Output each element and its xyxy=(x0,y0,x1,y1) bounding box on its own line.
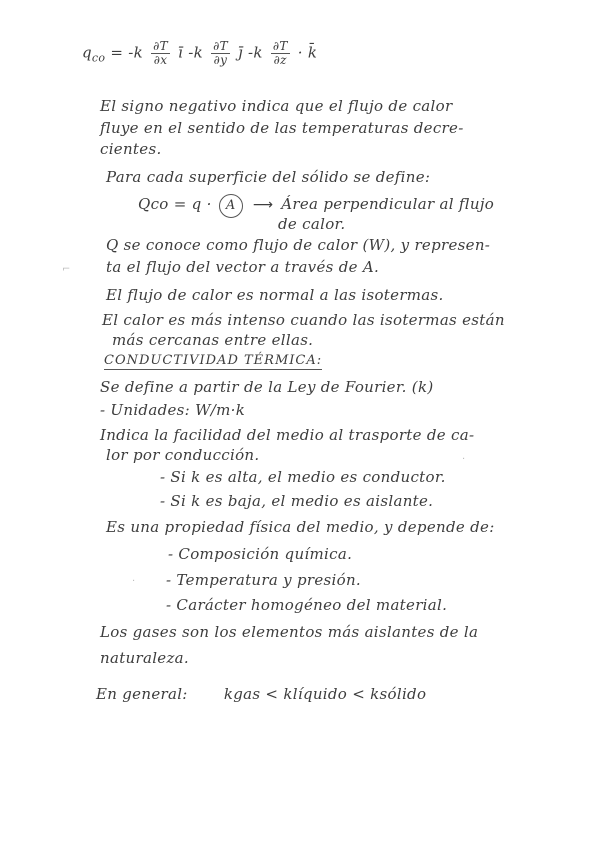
formula-lhs-sub: co xyxy=(91,51,106,65)
fraction-dz: $\frac{\partial T}{\partial z}$ xyxy=(272,39,288,67)
text-line: - Carácter homogéneo del material. xyxy=(166,596,448,614)
text-line: - Composición química. xyxy=(168,545,353,563)
conductivity-comparison-line: En general: kgas < klíquido < ksólido xyxy=(96,685,427,703)
formula-term-2: j̄ -k xyxy=(237,43,263,62)
text-line: - Si k es alta, el medio es conductor. xyxy=(160,468,446,486)
text-line: Para cada superficie del sólido se define: xyxy=(106,168,431,186)
text-line: El flujo de calor es normal a las isotermas. xyxy=(106,286,444,304)
text-line: cientes. xyxy=(100,140,162,158)
text-line: - Temperatura y presión. xyxy=(166,571,361,589)
text-line: El signo negativo indica que el flujo de calor xyxy=(100,97,453,115)
arrow-right-icon: ⟶ xyxy=(252,197,274,213)
text-line: Q se conoce como flujo de calor (W), y represen- xyxy=(106,236,491,254)
text-line: de calor. xyxy=(278,215,346,233)
text-line: Los gases son los elementos más aislantes de la xyxy=(100,623,479,641)
area-circle: A xyxy=(219,194,243,218)
text-line: - Unidades: W/m·k xyxy=(100,401,246,419)
stray-dot: · xyxy=(462,454,466,465)
heat-flux-formula xyxy=(82,40,317,67)
text-line: Indica la facilidad del medio al trasporte de ca- xyxy=(100,426,475,444)
fraction-dy: $\frac{\partial T}{\partial y}$ xyxy=(213,39,228,67)
formula-term-1: ī -k xyxy=(178,43,203,62)
area-definition-line: Qco = q · A ⟶ Área perpendicular al flujo xyxy=(138,194,494,218)
formula-term-3: · k̄ xyxy=(297,43,318,62)
formula-eq: = -k xyxy=(110,43,144,62)
formula-lhs: q xyxy=(82,43,92,62)
stray-dot: · xyxy=(132,576,136,587)
text-line: naturaleza. xyxy=(100,649,189,667)
text-line: ta el flujo del vector a través de A. xyxy=(106,258,380,276)
text-line: más cercanas entre ellas. xyxy=(112,331,314,349)
text-line: El calor es más intenso cuando las isotermas están xyxy=(102,311,505,329)
text-line: fluye en el sentido de las temperaturas decre- xyxy=(100,119,464,137)
text-line: lor por conducción. xyxy=(106,446,260,464)
section-heading: CONDUCTIVIDAD TÉRMICA: xyxy=(104,353,323,368)
margin-mark: ⌐ xyxy=(62,264,71,275)
fraction-dx: $\frac{\partial T}{\partial x}$ xyxy=(153,39,168,67)
text-line: - Si k es baja, el medio es aislante. xyxy=(160,492,434,510)
text-line: Se define a partir de la Ley de Fourier. (k) xyxy=(100,378,434,396)
text-line: Es una propiedad física del medio, y depende de: xyxy=(106,518,495,536)
